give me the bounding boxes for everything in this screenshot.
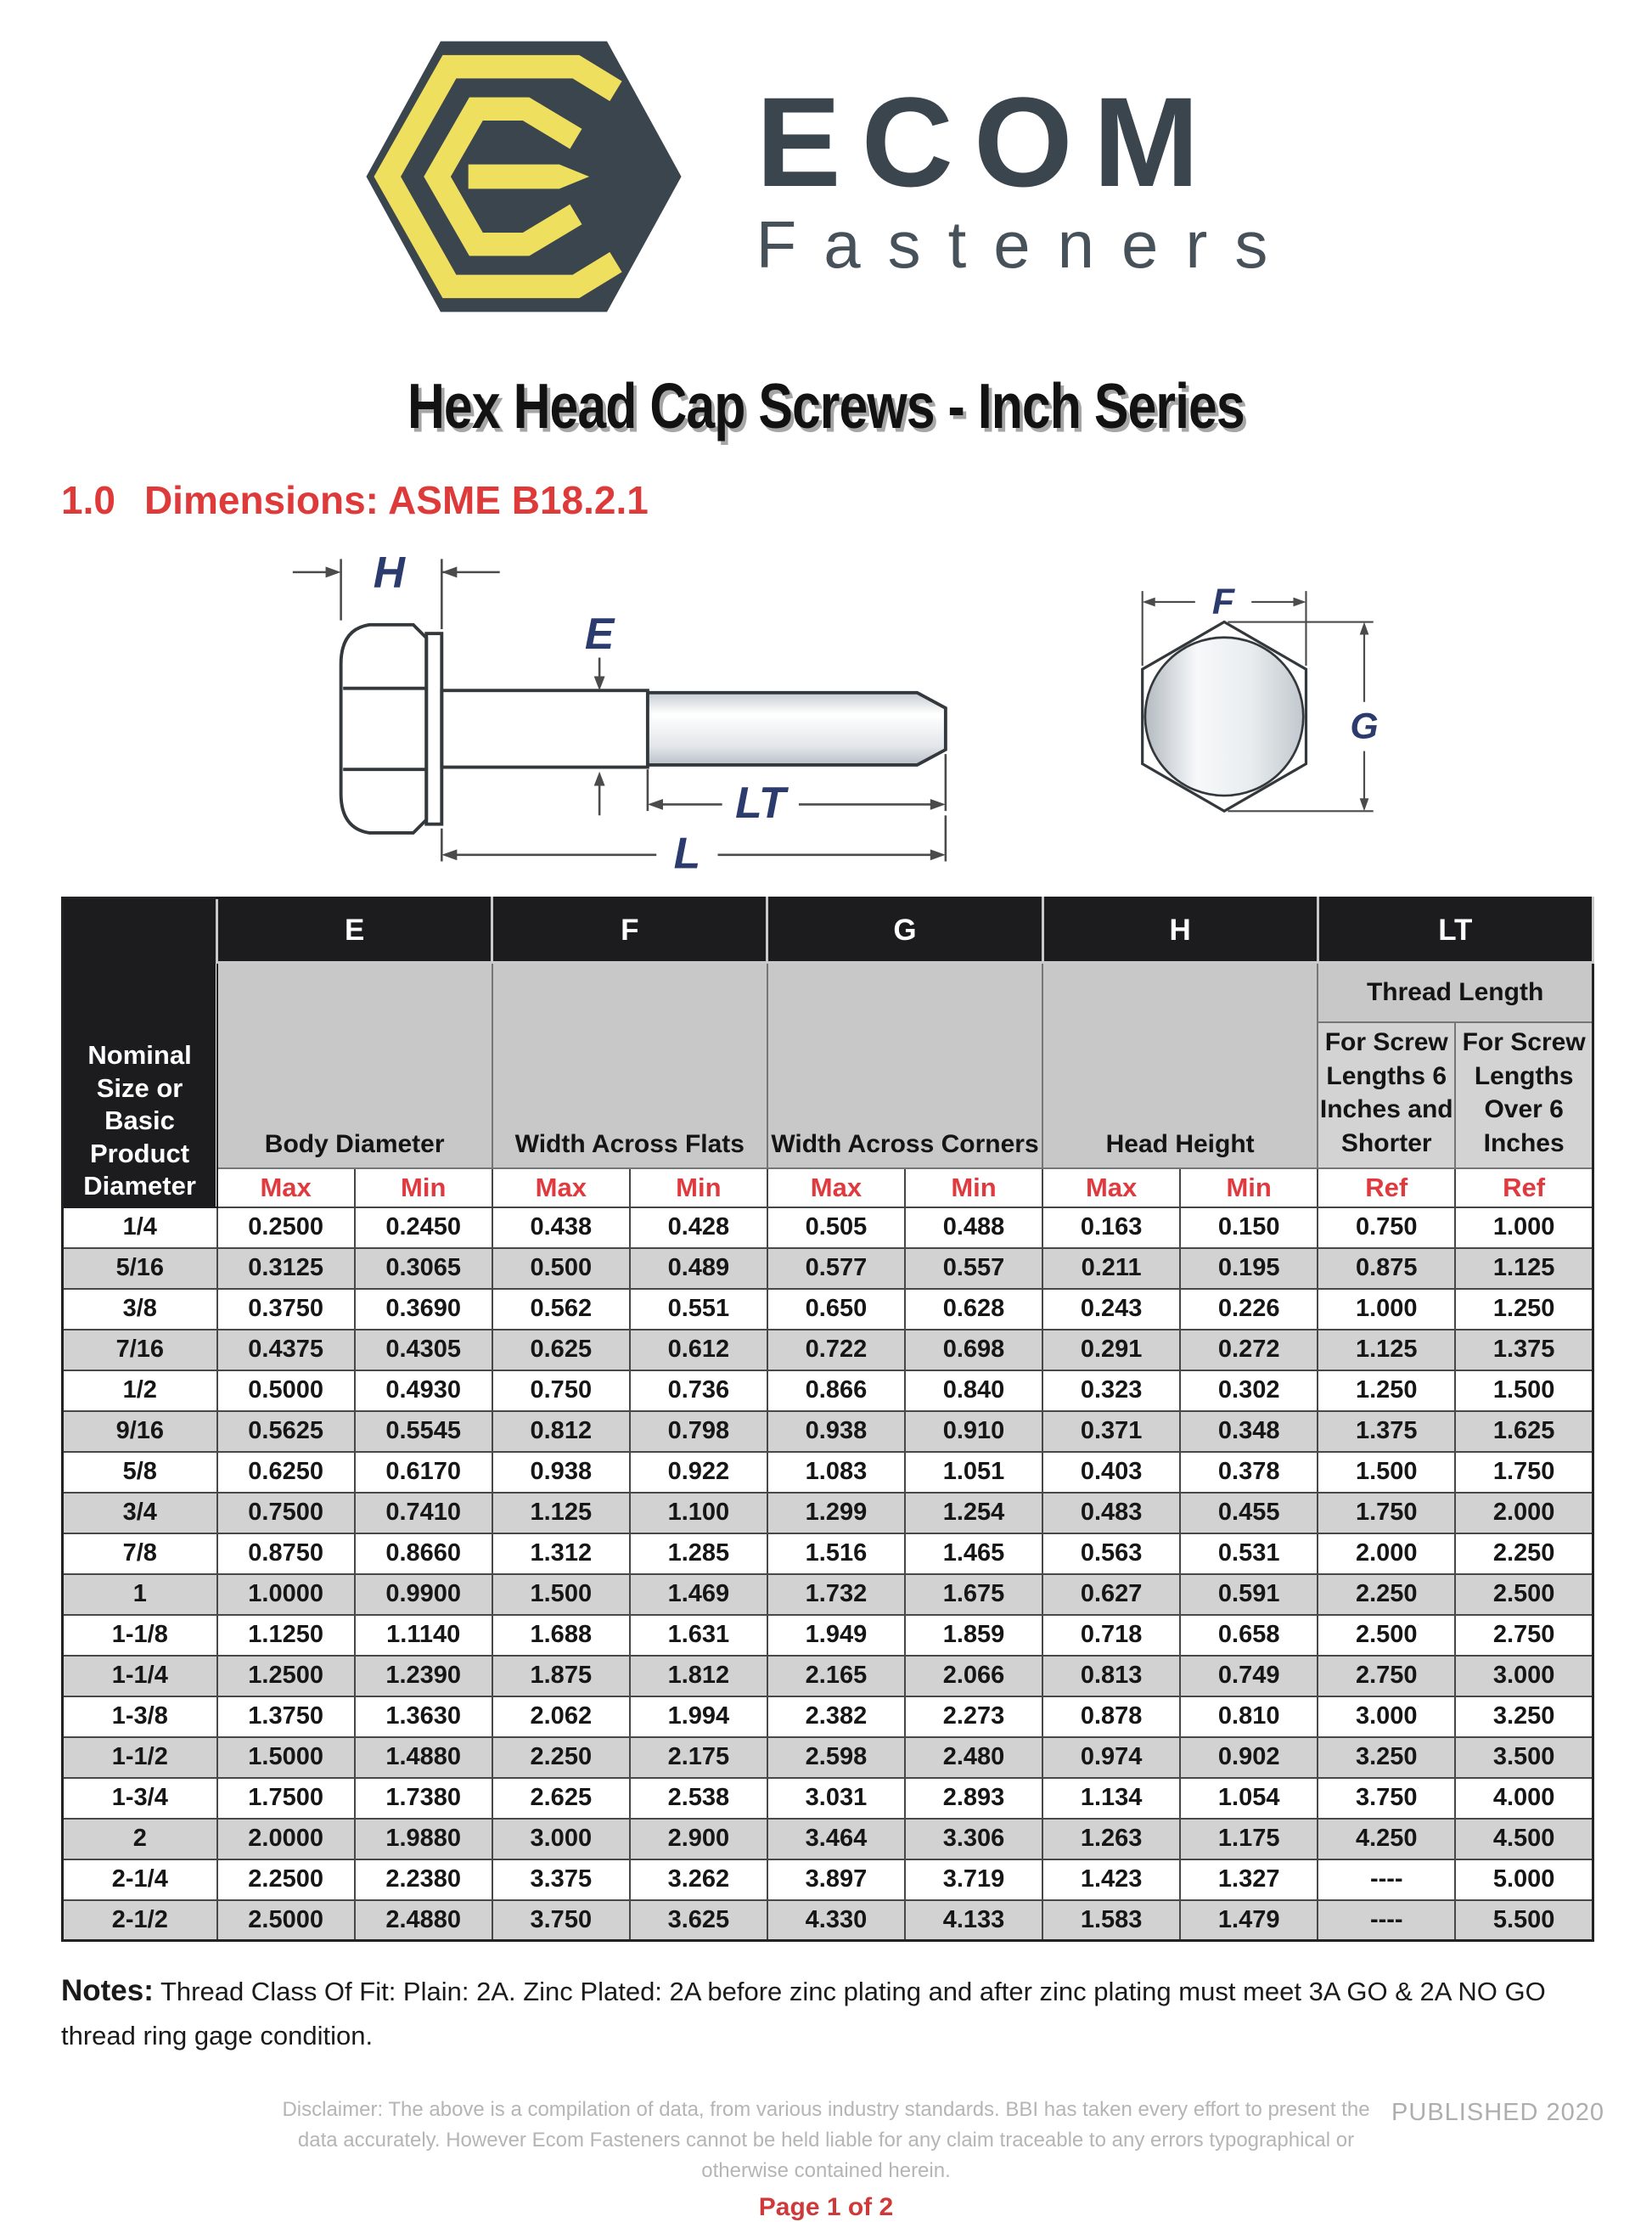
value-cell: 0.9900 — [355, 1574, 492, 1615]
value-cell: 0.2450 — [355, 1207, 492, 1248]
value-cell: 1.000 — [1455, 1207, 1593, 1248]
column-group-g: G — [767, 898, 1042, 963]
value-cell: 3.750 — [492, 1900, 630, 1941]
value-header: Min — [905, 1168, 1042, 1207]
brand-name: ECOM — [756, 70, 1220, 214]
value-cell: 5.000 — [1455, 1859, 1593, 1900]
value-cell: 0.483 — [1042, 1493, 1180, 1533]
table-row — [63, 1615, 1593, 1656]
value-cell: 1.688 — [492, 1615, 630, 1656]
value-cell: 1.2390 — [355, 1656, 492, 1696]
value-cell: 0.628 — [905, 1289, 1042, 1330]
page-indicator: Page 1 of 2 — [758, 2192, 894, 2221]
ecom-hexagon-logo-icon — [357, 31, 690, 323]
dim-label-f: F — [1211, 581, 1234, 622]
desc-thread-length: Thread Length — [1318, 963, 1593, 1022]
value-cell: 2.382 — [767, 1696, 905, 1737]
value-cell: 1.1250 — [217, 1615, 355, 1656]
value-cell: 0.551 — [630, 1289, 767, 1330]
value-cell: 1.3750 — [217, 1696, 355, 1737]
notes-label: Notes: — [61, 1974, 154, 2007]
value-cell: 4.330 — [767, 1900, 905, 1941]
table-row — [63, 1737, 1593, 1778]
size-cell: 3/8 — [63, 1289, 217, 1330]
value-cell: 0.272 — [1180, 1330, 1318, 1370]
value-cell: 0.500 — [492, 1248, 630, 1289]
value-cell: 4.250 — [1318, 1819, 1455, 1859]
value-cell: 2.750 — [1455, 1615, 1593, 1656]
value-cell: 0.563 — [1042, 1533, 1180, 1574]
value-cell: 0.371 — [1042, 1411, 1180, 1452]
value-cell: 1.875 — [492, 1656, 630, 1696]
value-cell: 0.455 — [1180, 1493, 1318, 1533]
value-cell: 4.133 — [905, 1900, 1042, 1941]
value-cell: 0.750 — [492, 1370, 630, 1411]
value-cell: 3.250 — [1318, 1737, 1455, 1778]
value-cell: 0.505 — [767, 1207, 905, 1248]
dim-label-e: E — [584, 609, 614, 659]
value-cell: 1.000 — [1318, 1289, 1455, 1330]
value-cell: 3.262 — [630, 1859, 767, 1900]
value-cell: 0.810 — [1180, 1696, 1318, 1737]
value-cell: 0.6250 — [217, 1452, 355, 1493]
value-cell: 2.066 — [905, 1656, 1042, 1696]
table-row — [63, 1859, 1593, 1900]
desc-body-diameter: Body Diameter — [217, 963, 492, 1168]
value-cell: 2.893 — [905, 1778, 1042, 1819]
value-cell: 1.175 — [1180, 1819, 1318, 1859]
value-cell: 2.900 — [630, 1819, 767, 1859]
value-cell: 1.083 — [767, 1452, 905, 1493]
size-cell: 2 — [63, 1819, 217, 1859]
value-cell: 0.4375 — [217, 1330, 355, 1370]
value-cell: 2.250 — [492, 1737, 630, 1778]
value-cell: 1.312 — [492, 1533, 630, 1574]
desc-width-across-flats: Width Across Flats — [492, 963, 767, 1168]
table-row — [63, 1696, 1593, 1737]
table-row — [63, 1289, 1593, 1330]
value-cell: 1.0000 — [217, 1574, 355, 1615]
column-group-h: H — [1042, 898, 1318, 963]
value-cell: 1.263 — [1042, 1819, 1180, 1859]
value-cell: 2.000 — [1455, 1493, 1593, 1533]
value-cell: 0.302 — [1180, 1370, 1318, 1411]
value-cell: 1.3630 — [355, 1696, 492, 1737]
value-cell: 2.2500 — [217, 1859, 355, 1900]
value-header: Min — [1180, 1168, 1318, 1207]
value-cell: 3.000 — [1318, 1696, 1455, 1737]
value-cell: 0.403 — [1042, 1452, 1180, 1493]
value-cell: 1.631 — [630, 1615, 767, 1656]
value-cell: 1.500 — [492, 1574, 630, 1615]
value-cell: 0.4930 — [355, 1370, 492, 1411]
value-cell: 1.625 — [1455, 1411, 1593, 1452]
section-heading — [61, 477, 1652, 523]
value-cell: 1.375 — [1318, 1411, 1455, 1452]
section-number: 1.0 — [61, 478, 115, 522]
size-cell: 1 — [63, 1574, 217, 1615]
value-cell: 0.627 — [1042, 1574, 1180, 1615]
value-cell: 1.254 — [905, 1493, 1042, 1533]
value-cell: 0.7410 — [355, 1493, 492, 1533]
value-cell: 1.750 — [1318, 1493, 1455, 1533]
value-cell: 1.583 — [1042, 1900, 1180, 1941]
value-cell: 0.736 — [630, 1370, 767, 1411]
lt-sub-shorter: For Screw Lengths 6 Inches and Shorter — [1318, 1022, 1455, 1168]
value-cell: 3.464 — [767, 1819, 905, 1859]
value-cell: 0.6170 — [355, 1452, 492, 1493]
value-cell: 2.250 — [1455, 1533, 1593, 1574]
value-cell: 1.125 — [1318, 1330, 1455, 1370]
table-row — [63, 1248, 1593, 1289]
value-cell: 0.5000 — [217, 1370, 355, 1411]
value-cell: 2.062 — [492, 1696, 630, 1737]
value-cell: 2.165 — [767, 1656, 905, 1696]
value-cell: 0.750 — [1318, 1207, 1455, 1248]
value-cell: 0.974 — [1042, 1737, 1180, 1778]
value-cell: 0.8660 — [355, 1533, 492, 1574]
value-cell: 0.3690 — [355, 1289, 492, 1330]
size-cell: 1-1/2 — [63, 1737, 217, 1778]
value-cell: 3.250 — [1455, 1696, 1593, 1737]
lt-sub-over: For Screw Lengths Over 6 Inches — [1455, 1022, 1593, 1168]
value-cell: 1.054 — [1180, 1778, 1318, 1819]
value-cell: 2.0000 — [217, 1819, 355, 1859]
value-cell: 2.5000 — [217, 1900, 355, 1941]
value-cell: 0.195 — [1180, 1248, 1318, 1289]
dimension-table — [61, 897, 1594, 1942]
table-row — [63, 1411, 1593, 1452]
brand-subtitle: Fasteners — [756, 206, 1295, 282]
value-cell: 1.7500 — [217, 1778, 355, 1819]
size-cell: 5/8 — [63, 1452, 217, 1493]
value-header: Min — [630, 1168, 767, 1207]
value-cell: 0.5545 — [355, 1411, 492, 1452]
table-row — [63, 1330, 1593, 1370]
value-cell: 5.500 — [1455, 1900, 1593, 1941]
column-group-e: E — [217, 898, 492, 963]
size-cell: 7/8 — [63, 1533, 217, 1574]
corner-header: Nominal Size or Basic Product Diameter — [63, 898, 217, 1207]
size-cell: 2-1/2 — [63, 1900, 217, 1941]
value-cell: 0.7500 — [217, 1493, 355, 1533]
value-cell: 1.285 — [630, 1533, 767, 1574]
value-cell: 0.875 — [1318, 1248, 1455, 1289]
table-row — [63, 1452, 1593, 1493]
value-cell: 1.134 — [1042, 1778, 1180, 1819]
value-cell: 1.5000 — [217, 1737, 355, 1778]
value-cell: 0.650 — [767, 1289, 905, 1330]
value-cell: 1.4880 — [355, 1737, 492, 1778]
value-header: Ref — [1318, 1168, 1455, 1207]
size-cell: 9/16 — [63, 1411, 217, 1452]
value-cell: 0.531 — [1180, 1533, 1318, 1574]
value-cell: 1.994 — [630, 1696, 767, 1737]
value-header: Max — [1042, 1168, 1180, 1207]
value-cell: 2.500 — [1455, 1574, 1593, 1615]
value-cell: 1.9880 — [355, 1819, 492, 1859]
value-cell: 0.3065 — [355, 1248, 492, 1289]
value-cell: 2.175 — [630, 1737, 767, 1778]
value-cell: 0.291 — [1042, 1330, 1180, 1370]
value-cell: 0.5625 — [217, 1411, 355, 1452]
table-row — [63, 1900, 1593, 1941]
value-cell: 1.949 — [767, 1615, 905, 1656]
value-cell: 0.226 — [1180, 1289, 1318, 1330]
value-cell: 3.000 — [492, 1819, 630, 1859]
bolt-side-view-drawing — [263, 535, 1010, 875]
value-cell: 2.625 — [492, 1778, 630, 1819]
table-row — [63, 1819, 1593, 1859]
section-text: Dimensions: ASME B18.2.1 — [143, 478, 649, 522]
value-cell: 1.051 — [905, 1452, 1042, 1493]
value-cell: 0.348 — [1180, 1411, 1318, 1452]
dim-label-g: G — [1349, 706, 1379, 747]
value-cell: 0.658 — [1180, 1615, 1318, 1656]
bolt-end-view-drawing — [1108, 535, 1390, 875]
value-cell: 1.2500 — [217, 1656, 355, 1696]
value-cell: 0.577 — [767, 1248, 905, 1289]
column-group-lt: LT — [1318, 898, 1593, 963]
value-cell: 3.306 — [905, 1819, 1042, 1859]
value-cell: 0.323 — [1042, 1370, 1180, 1411]
value-cell: 1.423 — [1042, 1859, 1180, 1900]
table-row — [63, 1656, 1593, 1696]
value-cell: 3.031 — [767, 1778, 905, 1819]
notes — [61, 1967, 1589, 2057]
value-cell: 0.488 — [905, 1207, 1042, 1248]
value-cell: 1.479 — [1180, 1900, 1318, 1941]
value-cell: 0.562 — [492, 1289, 630, 1330]
value-header-row — [63, 1168, 1593, 1207]
value-cell: 0.2500 — [217, 1207, 355, 1248]
value-cell: 2.000 — [1318, 1533, 1455, 1574]
value-cell: 2.4880 — [355, 1900, 492, 1941]
value-cell: 2.750 — [1318, 1656, 1455, 1696]
value-cell: 2.273 — [905, 1696, 1042, 1737]
value-cell: 1.469 — [630, 1574, 767, 1615]
disclaimer: Disclaimer: The above is a compilation of data, from various industry standards. BBI has taken every effort to present the data accurately. However Ecom Fasteners cannot be held liable for any claim traceable to any errors typographical or otherwise contained herein. — [282, 2097, 1370, 2182]
value-cell: 0.3125 — [217, 1248, 355, 1289]
value-cell: 0.163 — [1042, 1207, 1180, 1248]
value-cell: 1.327 — [1180, 1859, 1318, 1900]
value-cell: 0.243 — [1042, 1289, 1180, 1330]
size-cell: 2-1/4 — [63, 1859, 217, 1900]
value-cell: 0.922 — [630, 1452, 767, 1493]
value-cell: 3.897 — [767, 1859, 905, 1900]
bolt-diagram — [0, 535, 1652, 875]
value-cell: 1.100 — [630, 1493, 767, 1533]
value-header: Max — [217, 1168, 355, 1207]
value-cell: 3.000 — [1455, 1656, 1593, 1696]
size-cell: 3/4 — [63, 1493, 217, 1533]
size-cell: 1-3/8 — [63, 1696, 217, 1737]
spec-table-body — [63, 1207, 1593, 1941]
value-cell: 0.591 — [1180, 1574, 1318, 1615]
value-cell: 0.625 — [492, 1330, 630, 1370]
value-cell: 0.3750 — [217, 1289, 355, 1330]
value-cell: 0.428 — [630, 1207, 767, 1248]
value-cell: 1.465 — [905, 1533, 1042, 1574]
notes-text: Thread Class Of Fit: Plain: 2A. Zinc Plated: 2A before zinc plating and after zinc plating must meet 3A GO & 2A NO GO thread ring gage condition. — [61, 1977, 1546, 2050]
value-cell: 0.866 — [767, 1370, 905, 1411]
value-cell: 0.798 — [630, 1411, 767, 1452]
value-cell: 1.375 — [1455, 1330, 1593, 1370]
value-cell: 2.2380 — [355, 1859, 492, 1900]
value-cell: 1.675 — [905, 1574, 1042, 1615]
table-row — [63, 1207, 1593, 1248]
value-cell: 1.250 — [1455, 1289, 1593, 1330]
value-cell: ---- — [1318, 1859, 1455, 1900]
value-cell: 2.598 — [767, 1737, 905, 1778]
value-cell: 0.938 — [492, 1452, 630, 1493]
value-cell: 0.840 — [905, 1370, 1042, 1411]
value-cell: 0.722 — [767, 1330, 905, 1370]
value-cell: 1.7380 — [355, 1778, 492, 1819]
value-cell: 1.1140 — [355, 1615, 492, 1656]
column-group-f: F — [492, 898, 767, 963]
value-cell: 4.500 — [1455, 1819, 1593, 1859]
value-cell: 1.299 — [767, 1493, 905, 1533]
value-cell: ---- — [1318, 1900, 1455, 1941]
value-cell: 1.250 — [1318, 1370, 1455, 1411]
size-cell: 5/16 — [63, 1248, 217, 1289]
table-row — [63, 1778, 1593, 1819]
value-cell: 0.813 — [1042, 1656, 1180, 1696]
value-cell: 3.500 — [1455, 1737, 1593, 1778]
value-cell: 1.125 — [492, 1493, 630, 1533]
value-cell: 0.8750 — [217, 1533, 355, 1574]
value-cell: 2.538 — [630, 1778, 767, 1819]
dim-label-h: H — [373, 547, 405, 597]
value-cell: 3.750 — [1318, 1778, 1455, 1819]
value-cell: 0.749 — [1180, 1656, 1318, 1696]
table-row — [63, 1533, 1593, 1574]
dim-label-lt: LT — [734, 777, 785, 827]
value-cell: 2.500 — [1318, 1615, 1455, 1656]
value-cell: 1.516 — [767, 1533, 905, 1574]
value-cell: 0.718 — [1042, 1615, 1180, 1656]
value-header: Max — [492, 1168, 630, 1207]
value-header: Min — [355, 1168, 492, 1207]
published-label: PUBLISHED 2020 — [1391, 2099, 1604, 2126]
size-cell: 1-3/4 — [63, 1778, 217, 1819]
value-cell: 1.125 — [1455, 1248, 1593, 1289]
value-cell: 1.812 — [630, 1656, 767, 1696]
value-cell: 1.750 — [1455, 1452, 1593, 1493]
value-cell: 0.612 — [630, 1330, 767, 1370]
value-cell: 0.378 — [1180, 1452, 1318, 1493]
value-cell: 0.878 — [1042, 1696, 1180, 1737]
table-row — [63, 1493, 1593, 1533]
value-cell: 1.732 — [767, 1574, 905, 1615]
size-cell: 1-1/8 — [63, 1615, 217, 1656]
value-cell: 0.938 — [767, 1411, 905, 1452]
value-cell: 1.859 — [905, 1615, 1042, 1656]
desc-head-height: Head Height — [1042, 963, 1318, 1168]
value-header: Max — [767, 1168, 905, 1207]
brand-wordmark — [756, 70, 1295, 282]
value-cell: 1.500 — [1455, 1370, 1593, 1411]
value-cell: 4.000 — [1455, 1778, 1593, 1819]
size-cell: 1/4 — [63, 1207, 217, 1248]
value-cell: 0.812 — [492, 1411, 630, 1452]
value-header: Ref — [1455, 1168, 1593, 1207]
size-cell: 1-1/4 — [63, 1656, 217, 1696]
value-cell: 0.910 — [905, 1411, 1042, 1452]
value-cell: 0.902 — [1180, 1737, 1318, 1778]
document-title: Hex Head Cap Screws - Inch Series — [407, 369, 1245, 442]
table-row — [63, 1574, 1593, 1615]
value-cell: 0.150 — [1180, 1207, 1318, 1248]
size-cell: 7/16 — [63, 1330, 217, 1370]
value-cell: 3.625 — [630, 1900, 767, 1941]
desc-width-across-corners: Width Across Corners — [767, 963, 1042, 1168]
value-cell: 0.557 — [905, 1248, 1042, 1289]
value-cell: 1.500 — [1318, 1452, 1455, 1493]
table-row — [63, 1370, 1593, 1411]
value-cell: 0.211 — [1042, 1248, 1180, 1289]
value-cell: 2.480 — [905, 1737, 1042, 1778]
value-cell: 3.719 — [905, 1859, 1042, 1900]
value-cell: 0.4305 — [355, 1330, 492, 1370]
value-cell: 3.375 — [492, 1859, 630, 1900]
size-cell: 1/2 — [63, 1370, 217, 1411]
dim-label-l: L — [673, 828, 700, 875]
value-cell: 2.250 — [1318, 1574, 1455, 1615]
brand-header — [0, 0, 1652, 323]
value-cell: 0.489 — [630, 1248, 767, 1289]
value-cell: 0.698 — [905, 1330, 1042, 1370]
value-cell: 0.438 — [492, 1207, 630, 1248]
